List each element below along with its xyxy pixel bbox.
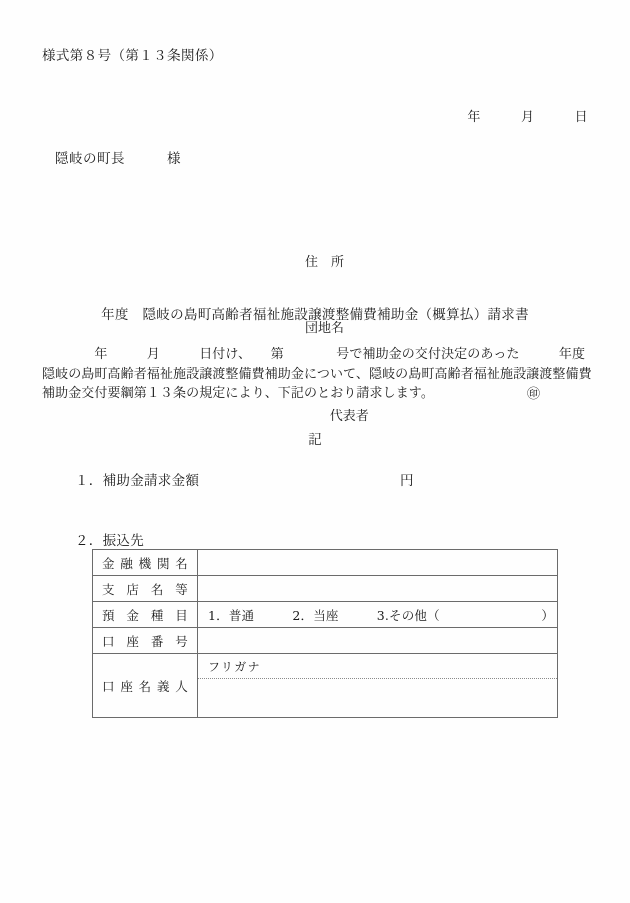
row-label-financial-institution: 金融機関名 <box>93 550 198 576</box>
form-number: 様式第８号（第１３条関係） <box>42 48 223 64</box>
addressee: 隠岐の町長 様 <box>55 151 181 167</box>
row-label-account-holder: 口座名義人 <box>93 654 198 718</box>
row-label-deposit-type: 預金種目 <box>93 602 198 628</box>
item-1-unit: 円 <box>400 473 414 489</box>
table-row <box>93 628 558 654</box>
seal-icon: ㊞ <box>527 387 541 402</box>
table-row <box>93 602 558 628</box>
furigana-cell <box>198 654 557 717</box>
ki-mark: 記 <box>308 432 322 448</box>
row-value-branch[interactable] <box>198 576 558 602</box>
furigana-divider <box>198 678 557 679</box>
item-1-label: １．補助金請求金額 <box>75 473 200 489</box>
table-row <box>93 654 558 718</box>
row-value-deposit-type[interactable]: 1．普通 2．当座 3.その他（ ） <box>198 602 558 628</box>
furigana-label: フリガナ <box>208 660 262 674</box>
row-label-account-number: 口座番号 <box>93 628 198 654</box>
applicant-representative-label: 代表者 <box>329 409 369 424</box>
applicant-address-label: 住 所 <box>305 255 345 270</box>
row-value-account-holder[interactable] <box>198 654 558 718</box>
date-line: 年 月 日 <box>467 110 588 125</box>
row-value-account-number[interactable] <box>198 628 558 654</box>
table-row <box>93 576 558 602</box>
applicant-danchi-label: 団地名 <box>305 321 345 336</box>
item-2-label: ２．振込先 <box>75 533 144 549</box>
row-value-financial-institution[interactable] <box>198 550 558 576</box>
body-paragraph: 年 月 日付け、 第 号で補助金の交付決定のあった 年度隠岐の島町高齢者福祉施設譲渡整備費補助金について、隠岐の島町高齢者福祉施設譲渡整備費補助金交付要綱第１３条の規定により、下記のとおり請求します。 <box>42 347 592 401</box>
bank-transfer-table <box>92 549 558 718</box>
page-title: 年度 隠岐の島町高齢者福祉施設譲渡整備費補助金（概算払）請求書 <box>101 307 529 323</box>
table-row <box>93 550 558 576</box>
row-label-branch: 支店名等 <box>93 576 198 602</box>
